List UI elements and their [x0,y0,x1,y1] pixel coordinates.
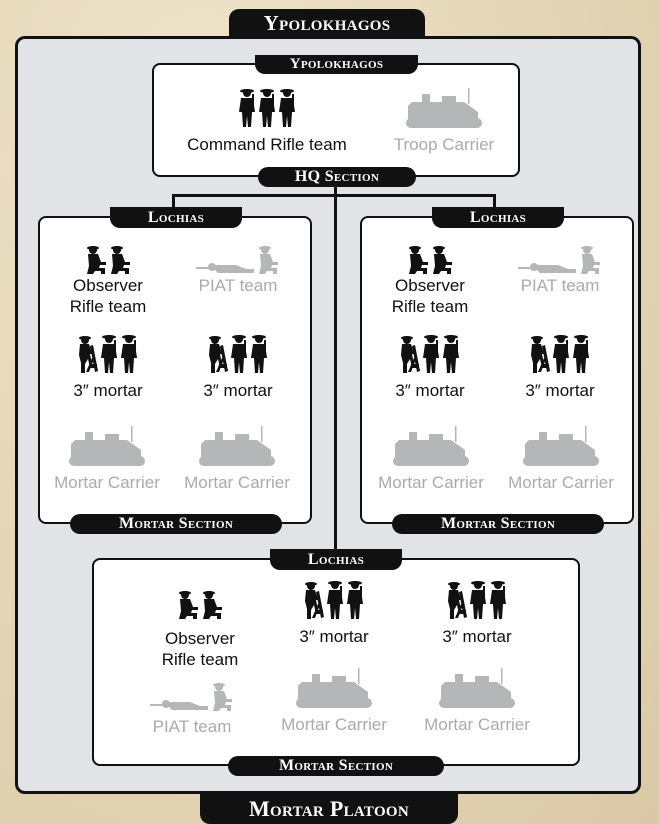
right-piat-label: PIAT team [520,276,600,295]
carrier-icon [413,668,541,710]
carrier-icon [377,88,511,130]
carrier-icon [44,426,170,468]
mortar-team-icon [178,332,298,374]
carrier-icon [174,426,300,468]
left-observer-label-1: Observer [73,276,143,295]
bottom-piat-label: PIAT team [152,717,232,736]
left-mortar-2 [178,332,298,401]
observer-icon [140,578,260,620]
left-mortar-1 [48,332,168,401]
hq-section-tab: Ypolokhagos [255,55,418,74]
mortar-team-icon [417,578,537,620]
left-observer-team [48,235,168,317]
command-rifle-team [172,86,362,155]
left-carrier-2 [174,426,300,493]
left-section-footer: Mortar Section [70,514,282,534]
right-mortar-2 [500,332,620,401]
bottom-mortar-2-label: 3″ mortar [442,627,512,646]
left-mortar-2-label: 3″ mortar [203,381,273,400]
right-carrier-1 [368,426,494,493]
rifle-team-icon [172,86,362,128]
left-piat-label: PIAT team [198,276,278,295]
left-mortar-1-label: 3″ mortar [73,381,143,400]
mortar-team-icon [500,332,620,374]
mortar-team-icon [48,332,168,374]
observer-icon [370,235,490,275]
observer-icon [48,235,168,275]
mortar-team-icon [370,332,490,374]
bottom-piat-team [132,672,252,737]
left-carrier-2-label: Mortar Carrier [184,473,290,492]
left-carrier-1-label: Mortar Carrier [54,473,160,492]
bottom-mortar-1 [274,578,394,647]
bottom-carrier-1 [270,668,398,735]
bottom-observer-label-2: Rifle team [161,650,239,669]
platoon-command-title: Ypolokhagos [229,9,425,38]
piat-icon [132,672,252,712]
mortar-team-icon [274,578,394,620]
left-piat-team [178,235,298,296]
right-mortar-1 [370,332,490,401]
bottom-carrier-2 [413,668,541,735]
carrier-icon [368,426,494,468]
platoon-title: Mortar Platoon [200,793,458,824]
right-carrier-2 [498,426,624,493]
right-section-tab: Lochias [432,207,564,228]
right-carrier-2-label: Mortar Carrier [508,473,614,492]
piat-icon [178,235,298,275]
right-section-footer: Mortar Section [392,514,604,534]
right-carrier-1-label: Mortar Carrier [378,473,484,492]
bottom-mortar-2 [417,578,537,647]
left-carrier-1 [44,426,170,493]
right-piat-team [500,235,620,296]
command-rifle-team-label: Command Rifle team [187,135,347,154]
right-observer-team [370,235,490,317]
connector-horizontal [172,194,496,197]
right-observer-label-1: Observer [395,276,465,295]
right-mortar-2-label: 3″ mortar [525,381,595,400]
troop-carrier-label: Troop Carrier [393,135,495,154]
bottom-observer-label-1: Observer [165,629,235,648]
carrier-icon [270,668,398,710]
carrier-icon [498,426,624,468]
right-observer-label-2: Rifle team [391,297,469,316]
troop-carrier [377,88,511,155]
bottom-carrier-2-label: Mortar Carrier [424,715,530,734]
bottom-section-tab: Lochias [270,549,402,570]
right-mortar-1-label: 3″ mortar [395,381,465,400]
bottom-observer-team [140,578,260,670]
piat-icon [500,235,620,275]
left-observer-label-2: Rifle team [69,297,147,316]
left-section-tab: Lochias [110,207,242,228]
bottom-section-footer: Mortar Section [228,756,444,776]
bottom-mortar-1-label: 3″ mortar [299,627,369,646]
bottom-carrier-1-label: Mortar Carrier [281,715,387,734]
connector-trunk [334,186,337,560]
hq-section-footer: HQ Section [258,167,416,187]
